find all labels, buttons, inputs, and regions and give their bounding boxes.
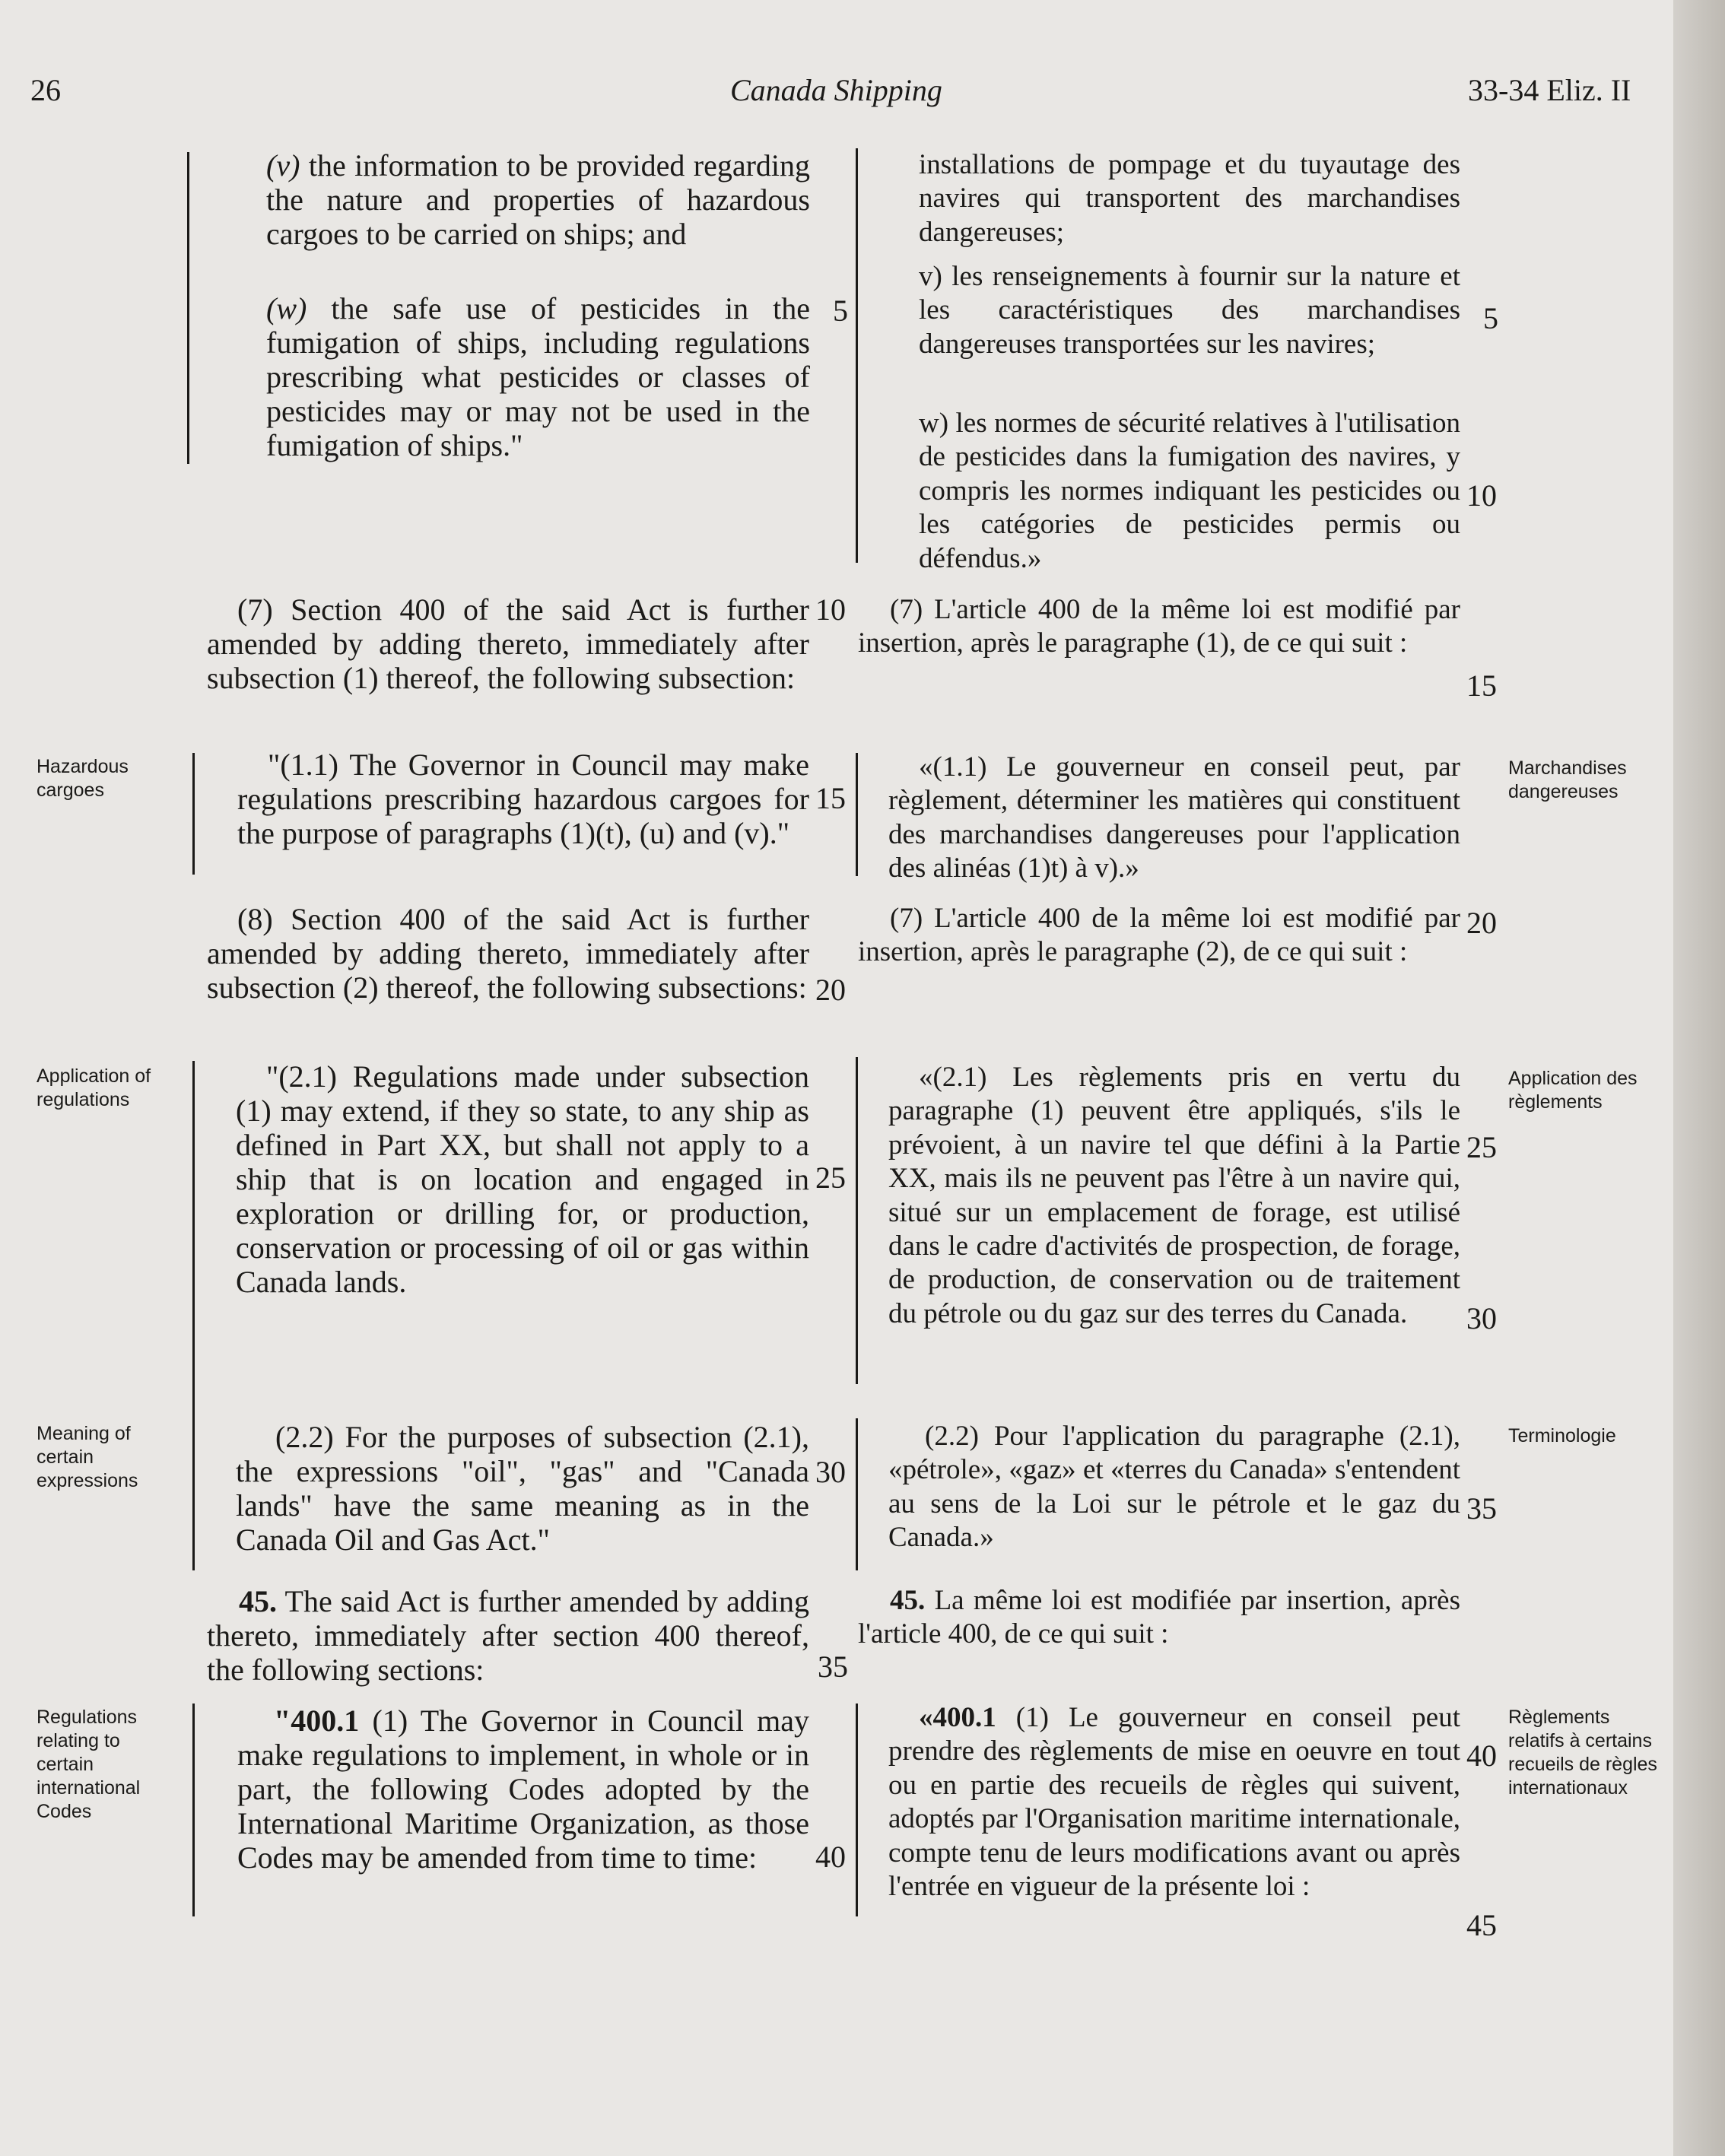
english-section-400-1: "400.1 (1) The Governor in Council may make regulations to implement, in whole or in part, the following Codes adopted by the International Maritime Organization, as those Codes may be amended from time to time:: [237, 1704, 810, 1875]
change-bar: [187, 152, 189, 464]
line-number-en: 5: [833, 294, 848, 328]
line-number-fr: 15: [1466, 668, 1497, 703]
french-paragraph-continued: installations de pompage et du tuyautage des navires qui transportent des marchandises dangereuses;: [919, 149, 1460, 248]
change-bar: [856, 148, 858, 563]
french-subsection-2-1: «(2.1) Les règlements pris en vertu du paragraphe (1) peuvent être appliqués, s'ils le prévoient, à un navire tel que défini à la Partie XX, mais ils ne peuvent pas l'être à un navire qui, situé sur un emplacement de forage, est utilisé dans le cadre d'activités de prospection, de forage, de production, de conservation ou de traitement du pétrole ou du gaz sur des terres du Canada.: [888, 1062, 1460, 1329]
change-bar: [192, 1061, 195, 1418]
english-paragraph-w: (w) the safe use of pesticides in the fumigation of ships, including regulations prescribing what pesticides or classes of pesticides may or may not be used in the fumigation of ships.": [266, 291, 811, 462]
french-paragraph-w: w) les normes de sécurité relatives à l'utilisation de pesticides dans la fumigation des navires, y compris les normes indiquant les pesticides ou les catégories de pesticides permis ou défendus.»: [919, 408, 1460, 574]
line-number-en: 30: [815, 1455, 846, 1489]
line-number-fr: 30: [1466, 1301, 1497, 1335]
change-bar: [856, 1418, 858, 1570]
change-bar: [192, 1704, 195, 1916]
line-number-en: 35: [818, 1650, 848, 1684]
margin-note-codes-fr: Règlements relatifs à certains recueils de règles internationaux: [1508, 1707, 1657, 1799]
english-subsection-8: (8) Section 400 of the said Act is further amended by adding thereto, immediately after subsection (2) thereof, the following subsections:: [207, 902, 809, 1005]
change-bar: [856, 1704, 858, 1916]
change-bar: [192, 1418, 195, 1570]
english-subsection-1-1: "(1.1) The Governor in Council may make regulations prescribing hazardous cargoes for the purpose of paragraphs (1)(t), (u) and (v).": [237, 748, 809, 850]
english-paragraph-v: (v) the information to be provided regarding the nature and properties of hazardous cargoes to be carried on ships; and: [266, 148, 811, 251]
line-number-fr: 25: [1466, 1130, 1497, 1164]
session-label: 33-34 Eliz. II: [1468, 73, 1631, 107]
english-subsection-2-1: "(2.1) Regulations made under subsection (1) may extend, if they so state, to any ship as defined in Part XX, but shall not apply to a ship that is on location and engaged in exploration or drilling for, or production, conservation or processing of oil or gas within Canada lands.: [236, 1059, 809, 1299]
margin-note-hazardous-en: Hazardous cargoes: [37, 756, 129, 801]
line-number-en: 10: [815, 592, 846, 627]
line-number-fr: 20: [1466, 906, 1497, 940]
french-subsection-1-1: «(1.1) Le gouverneur en conseil peut, par règlement, déterminer les matières qui constituent des marchandises dangereuses pour l'application des alinéas (1)t) à v).»: [888, 751, 1460, 884]
change-bar: [856, 1057, 858, 1384]
line-number-fr: 10: [1466, 478, 1497, 513]
french-paragraph-v: v) les renseignements à fournir sur la nature et les caractéristiques des marchandises dangereuses transportées sur les navires;: [919, 261, 1460, 360]
margin-note-meaning-fr: Terminologie: [1508, 1425, 1616, 1446]
english-section-45: 45. The said Act is further amended by adding thereto, immediately after section 400 thereof, the following sections:: [207, 1584, 810, 1687]
line-number-fr: 45: [1466, 1908, 1497, 1942]
line-number-fr: 40: [1466, 1738, 1497, 1773]
french-section-400-1: «400.1 (1) Le gouverneur en conseil peut prendre des règlements de mise en oeuvre en tout ou en partie des recueils de règles qui suivent, adoptés par l'Organisation maritime internationale, compte tenu de leurs modifications avant ou après l'entrée en vigueur de la présente loi :: [888, 1702, 1460, 1903]
page-number: 26: [30, 73, 61, 107]
french-section-45: 45. La même loi est modifiée par insertion, après l'article 400, de ce qui suit :: [858, 1585, 1460, 1650]
line-number-en: 40: [815, 1840, 846, 1874]
line-number-fr: 5: [1483, 301, 1498, 335]
change-bar: [856, 753, 858, 876]
line-number-en: 20: [815, 973, 846, 1007]
line-number-fr: 35: [1466, 1491, 1497, 1526]
margin-note-meaning-en: Meaning of certain expressions: [37, 1423, 138, 1491]
line-number-en: 25: [815, 1161, 846, 1195]
margin-note-hazardous-fr: Marchandises dangereuses: [1508, 757, 1627, 802]
french-subsection-7: (7) L'article 400 de la même loi est modifié par insertion, après le paragraphe (1), de ce qui suit :: [858, 594, 1460, 659]
margin-note-codes-en: Regulations relating to certain international Codes: [37, 1707, 141, 1822]
french-subsection-8: (7) L'article 400 de la même loi est modifié par insertion, après le paragraphe (2), de ce qui suit :: [858, 903, 1460, 968]
english-subsection-7: (7) Section 400 of the said Act is further amended by adding thereto, immediately after subsection (1) thereof, the following subsection:: [207, 592, 809, 695]
margin-note-application-en: Application of regulations: [37, 1065, 151, 1110]
english-subsection-2-2: (2.2) For the purposes of subsection (2.1), the expressions "oil", "gas" and "Canada lands" have the same meaning as in the Canada Oil and Gas Act.": [236, 1420, 809, 1557]
margin-note-application-fr: Application des règlements: [1508, 1068, 1638, 1113]
french-subsection-2-2: (2.2) Pour l'application du paragraphe (2.1), «pétrole», «gaz» et «terres du Canada» s'entendent au sens de la Loi sur le pétrole et le gaz du Canada.»: [888, 1421, 1460, 1554]
change-bar: [192, 753, 195, 875]
running-title: Canada Shipping: [730, 73, 942, 107]
page-edge-shadow: [1673, 0, 1725, 2156]
line-number-en: 15: [815, 781, 846, 815]
